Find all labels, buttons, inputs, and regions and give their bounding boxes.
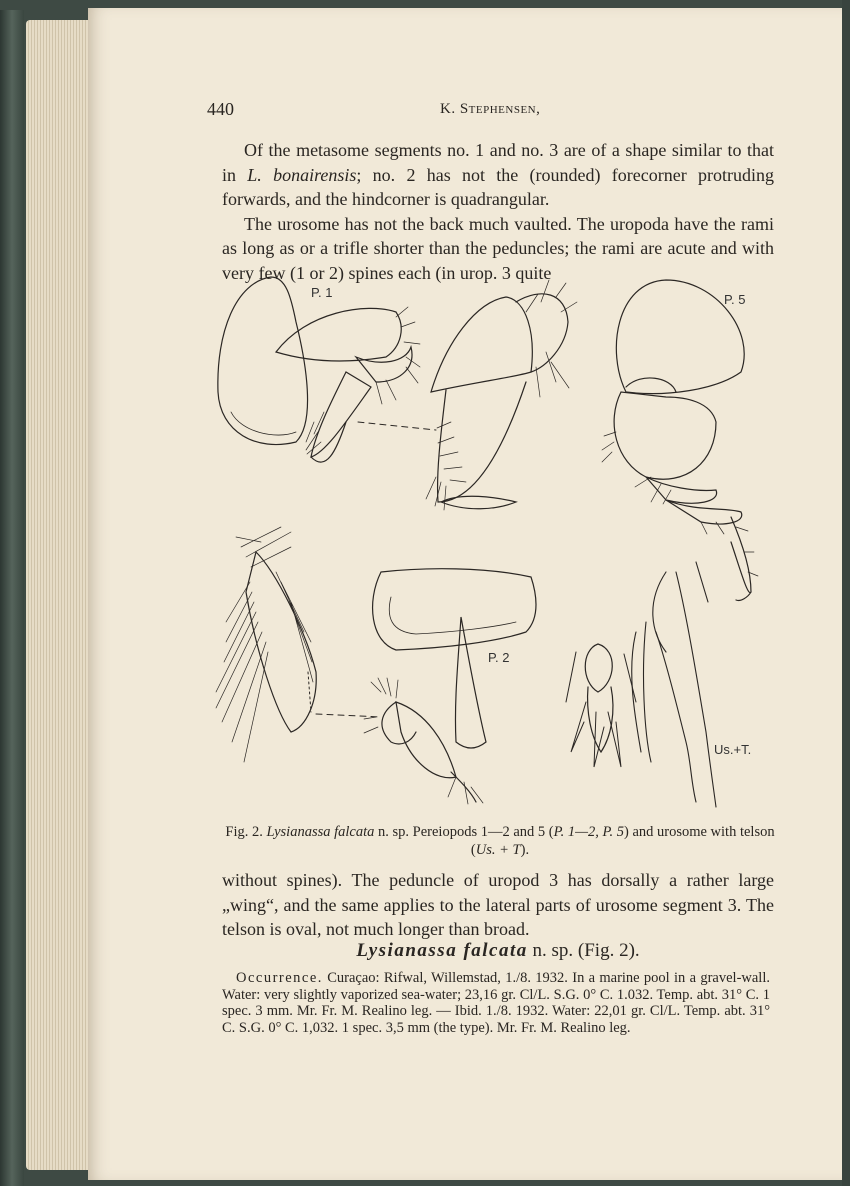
p1-connector-dashes: [358, 422, 436, 430]
occurrence-label: Occurrence.: [236, 970, 323, 986]
p1-enlarged-carpus: [438, 382, 526, 502]
uropod-rami: [566, 652, 636, 767]
p5-ischium: [626, 378, 676, 392]
caption-text: n. sp. Pereiopods 1—2 and 5 (: [374, 824, 554, 840]
p2-coxa-inner: [389, 597, 516, 634]
paragraph-urosome: The urosome has not the back much vaulted. The uropoda have the rami as long as or a trifle shorter than the peduncles; the rami are acute and with very few (1 or 2) spines each (in urop. 3 quite: [222, 213, 774, 283]
p1-enlarged-basis: [431, 297, 532, 392]
p2-basis: [455, 617, 486, 748]
p1-enlarged-article: [516, 294, 568, 372]
caption-text: ) and urosome with telson (: [470, 824, 775, 858]
species-heading: [222, 940, 774, 962]
species-ref: L. bonairensis: [247, 164, 357, 185]
paragraph-metasome: [222, 138, 774, 212]
paragraph-uropod: without spines). The peduncle of uropod 3 has dorsally a rather large „wing“, and the same applies to the lateral parts of urosome segment 3. The telson is oval, not much longer than broad.: [222, 870, 774, 939]
page-number: 440: [207, 99, 234, 119]
uropod-right: [632, 562, 716, 807]
figure-2-drawing: [196, 272, 776, 817]
occurrence-paragraph: [222, 970, 770, 1036]
figure-caption: [220, 823, 780, 859]
label-ust: Us.+T.: [714, 742, 752, 757]
p5-basis: [614, 392, 716, 479]
text-run: Of the metasome segments no. 1 and no. 3 are of a shape similar to that in: [222, 140, 774, 185]
body-text-top: [222, 138, 774, 285]
text-run: ; no. 2 has not the (rounded) forecorner protruding forwards, and the hindcorner is quadrangular.: [222, 164, 774, 209]
species-name: Lysianassa falcata: [356, 940, 528, 961]
p1-enlarged-setae: [426, 280, 577, 510]
telson: [585, 644, 612, 692]
p1-setae: [306, 307, 420, 454]
caption-refs: P. 1—2, P. 5: [553, 824, 624, 840]
p2-setae: [364, 678, 483, 804]
p1-carpus: [311, 372, 371, 457]
p1-coxal-plate: [218, 277, 308, 445]
caption-text: ).: [520, 842, 530, 858]
label-p5: P. 5: [724, 292, 746, 307]
label-p2: P. 2: [488, 650, 510, 665]
caption-refs: Us. + T: [475, 842, 521, 858]
p2-carpus: [396, 702, 456, 778]
p2-dactyl: [451, 772, 476, 802]
p5-merus: [646, 477, 717, 503]
page-stack-edge: [26, 20, 96, 1170]
p2-coxal-plate: [373, 569, 536, 650]
p1-enlarged-dactyl: [441, 496, 516, 509]
book-cover-edge: [0, 10, 24, 1186]
p1-merus: [356, 347, 412, 382]
p1-coxa-inner: [231, 412, 296, 435]
background-edge: [842, 0, 850, 1186]
caption-prefix: Fig. 2.: [225, 824, 263, 840]
appendage-bl-dots: [308, 672, 311, 712]
p5-dactyl: [736, 592, 751, 600]
label-p1: P. 1: [311, 285, 333, 300]
occurrence-text: Curaçao: Rifwal, Willemstad, 1./8. 1932. In a marine pool in a gravel-wall. Water: very slightly vaporized sea-water; 23,16 gr. Cl/L. S.G. 0° C. 1.032. Temp. abt. 31° C. 1 spec. 3 mm. Mr. Fr. M. Realino leg. — Ibid. 1./8. 1932. Water: 22,01 gr. Cl/L. Temp. abt. 31° C. S.G. 0° C. 1,032. 1 spec. 3,5 mm (the type). Mr. Fr. M. Realino leg.: [222, 970, 770, 1036]
body-text-mid: [222, 868, 774, 942]
caption-species: Lysianassa falcata: [266, 824, 375, 840]
p5-carpus: [666, 500, 742, 524]
species-suffix: n. sp. (Fig. 2).: [527, 940, 640, 961]
running-head: K. Stephensen,: [440, 101, 541, 117]
p2-connector-dashes: [316, 714, 381, 717]
